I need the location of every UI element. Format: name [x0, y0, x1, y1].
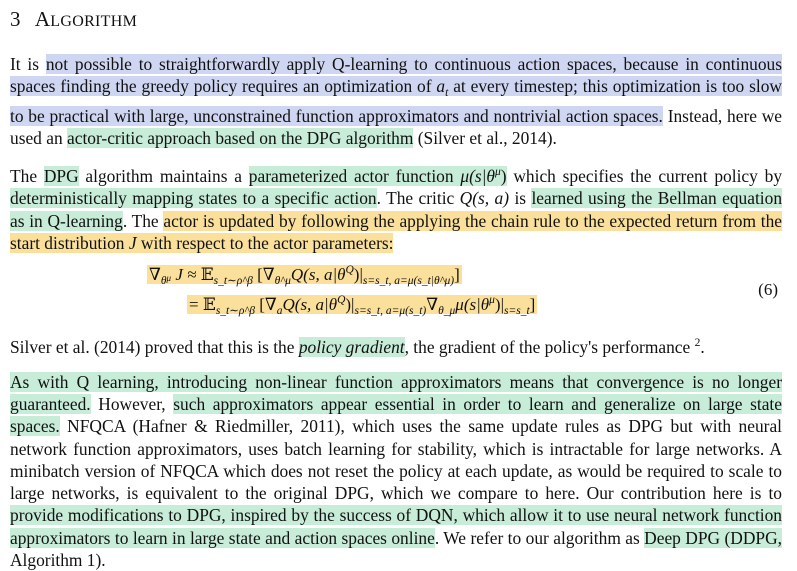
math-sup: Q — [345, 264, 354, 277]
math-sub: s_t∼ρ^β — [213, 275, 253, 288]
equation-row-1 — [147, 264, 462, 287]
math-sub: s=s_t — [504, 305, 530, 318]
math-sub: s=s_t, a=μ(s_t|θ^μ) — [362, 275, 455, 288]
section-title-rest: LGORITHM — [50, 13, 138, 30]
text-span: It is — [10, 54, 46, 74]
math-symbol: )| — [345, 295, 355, 315]
text-span: at every timestep; this optimization is too slow to be practical with large, unconstrained function approximators and nontrivial action spaces. — [10, 76, 782, 126]
math-sup: Q — [337, 294, 346, 307]
math-symbol: ∇ — [149, 265, 161, 285]
highlight-green: policy gradient — [298, 337, 405, 358]
math-sub: s_t∼ρ^β — [215, 305, 255, 318]
text-span: . The — [122, 210, 164, 231]
math-symbol: )| — [353, 265, 363, 285]
math-var: J — [128, 233, 137, 254]
math-symbol: ] — [454, 265, 460, 285]
math-sup: μ — [494, 166, 501, 179]
text-span: parameterized actor function — [248, 166, 461, 187]
text-span: . We refer to our algorithm as — [434, 527, 645, 548]
equation-number: (6) — [758, 280, 778, 300]
text-span: with respect to the actor parameters: — [136, 233, 394, 254]
text-span: algorithm maintains a — [78, 166, 249, 187]
text-span: NFQCA (Hafner & Riedmiller, 2011), which uses the same update rules as DPG but with neural network function approximators, uses batch learning for stability, which is intractable for large networks. A minibatch version of NFQCA which does not reset the policy at each update, as would be required to scale to large networks, is equivalent to the original DPG, which we compare to here. Our contribution here is to — [10, 416, 782, 504]
highlight-green: Deep DPG (DDPG, — [644, 527, 782, 548]
text-span: However, — [90, 393, 174, 414]
text-span: , the gradient of the policy's performance — [404, 337, 695, 358]
math-symbol: 𝔼 — [202, 295, 216, 315]
math-sub: μ — [166, 273, 172, 284]
text-span: not possible to straightforwardly apply Q-learning to continuous action spaces, because in continuous spaces finding the greedy policy requires an optimization of — [10, 54, 782, 97]
highlight-yellow — [187, 294, 537, 318]
equation-6 — [10, 262, 782, 324]
highlight-green: learned using the Bellman equation as in Q-learning — [10, 188, 783, 231]
text-span: actor is updated by following the applying the chain rule to the expected return from the start distribution — [10, 210, 782, 254]
equation-row-2 — [187, 294, 537, 317]
paragraph-gap — [10, 359, 782, 371]
highlight-yellow — [147, 264, 462, 288]
math-expr: Q(s, a|θ — [282, 295, 338, 315]
text-span: The — [10, 166, 44, 187]
math-expr: Q(s, a) — [459, 188, 510, 209]
section-number: 3 — [10, 7, 21, 31]
text-span: ) — [500, 166, 507, 187]
paper-page — [10, 6, 782, 571]
math-symbol: )| — [494, 295, 504, 315]
paragraph-3 — [10, 332, 782, 358]
math-expr: μ(s|θ — [460, 166, 495, 187]
text-span: . — [700, 337, 705, 358]
highlight-green: DPG — [43, 166, 79, 187]
paragraph-4 — [10, 371, 782, 571]
text-span: Instead, here we used an — [10, 105, 783, 148]
text-span: is — [509, 188, 532, 209]
math-expr: J ≈ — [171, 265, 201, 285]
math-expr: Q(s, a|θ — [290, 265, 346, 285]
math-sub: θ_μ — [438, 305, 456, 318]
math-var: a — [436, 76, 446, 97]
math-sub: θ^μ — [274, 275, 291, 288]
text-span: . The critic — [376, 188, 460, 209]
highlight-green: such approximators appear essential in order to learn and generalize on large state spaces. — [10, 393, 782, 437]
math-symbol: ∇ — [426, 295, 439, 315]
math-symbol: ] — [529, 295, 536, 315]
paragraph-2 — [10, 161, 782, 254]
section-title-initial: A — [34, 7, 51, 31]
footnote-marker[interactable]: 2 — [694, 337, 701, 350]
section-heading — [10, 6, 782, 35]
math-sub: s=s_t, a=μ(s_t) — [354, 305, 427, 318]
math-symbol: [∇ — [252, 265, 275, 285]
text-span: (Silver et al., 2014). — [413, 127, 557, 148]
text-span: which specifies the current policy by — [506, 166, 783, 187]
highlight-green: As with Q learning, introducing non-linear function approximators means that convergence is no longer guaranteed. — [10, 371, 782, 414]
highlight-green: actor-critic approach based on the DPG algorithm — [67, 127, 414, 148]
math-symbol: [∇ — [254, 295, 277, 315]
highlight-green: deterministically mapping states to a specific action — [10, 188, 377, 209]
math-symbol: 𝔼 — [200, 265, 214, 285]
math-expr: μ(s|θ — [455, 295, 490, 315]
math-sub: t — [445, 87, 449, 100]
highlight-green: provide modifications to DPG, inspired by the success of DQN, which allow it to use neural network function approximators to learn in large state and action spaces online — [10, 505, 782, 548]
text-span: Silver et al. (2014) proved that this is the — [10, 337, 299, 358]
math-sub: θ — [160, 275, 167, 288]
text-span: Algorithm 1). — [10, 550, 106, 571]
paragraph-1 — [10, 53, 782, 149]
paragraph-gap — [10, 149, 782, 161]
math-sub: a — [276, 305, 283, 318]
highlight-green — [249, 166, 507, 186]
math-sup: μ — [489, 294, 495, 307]
math-symbol: = — [189, 295, 203, 315]
